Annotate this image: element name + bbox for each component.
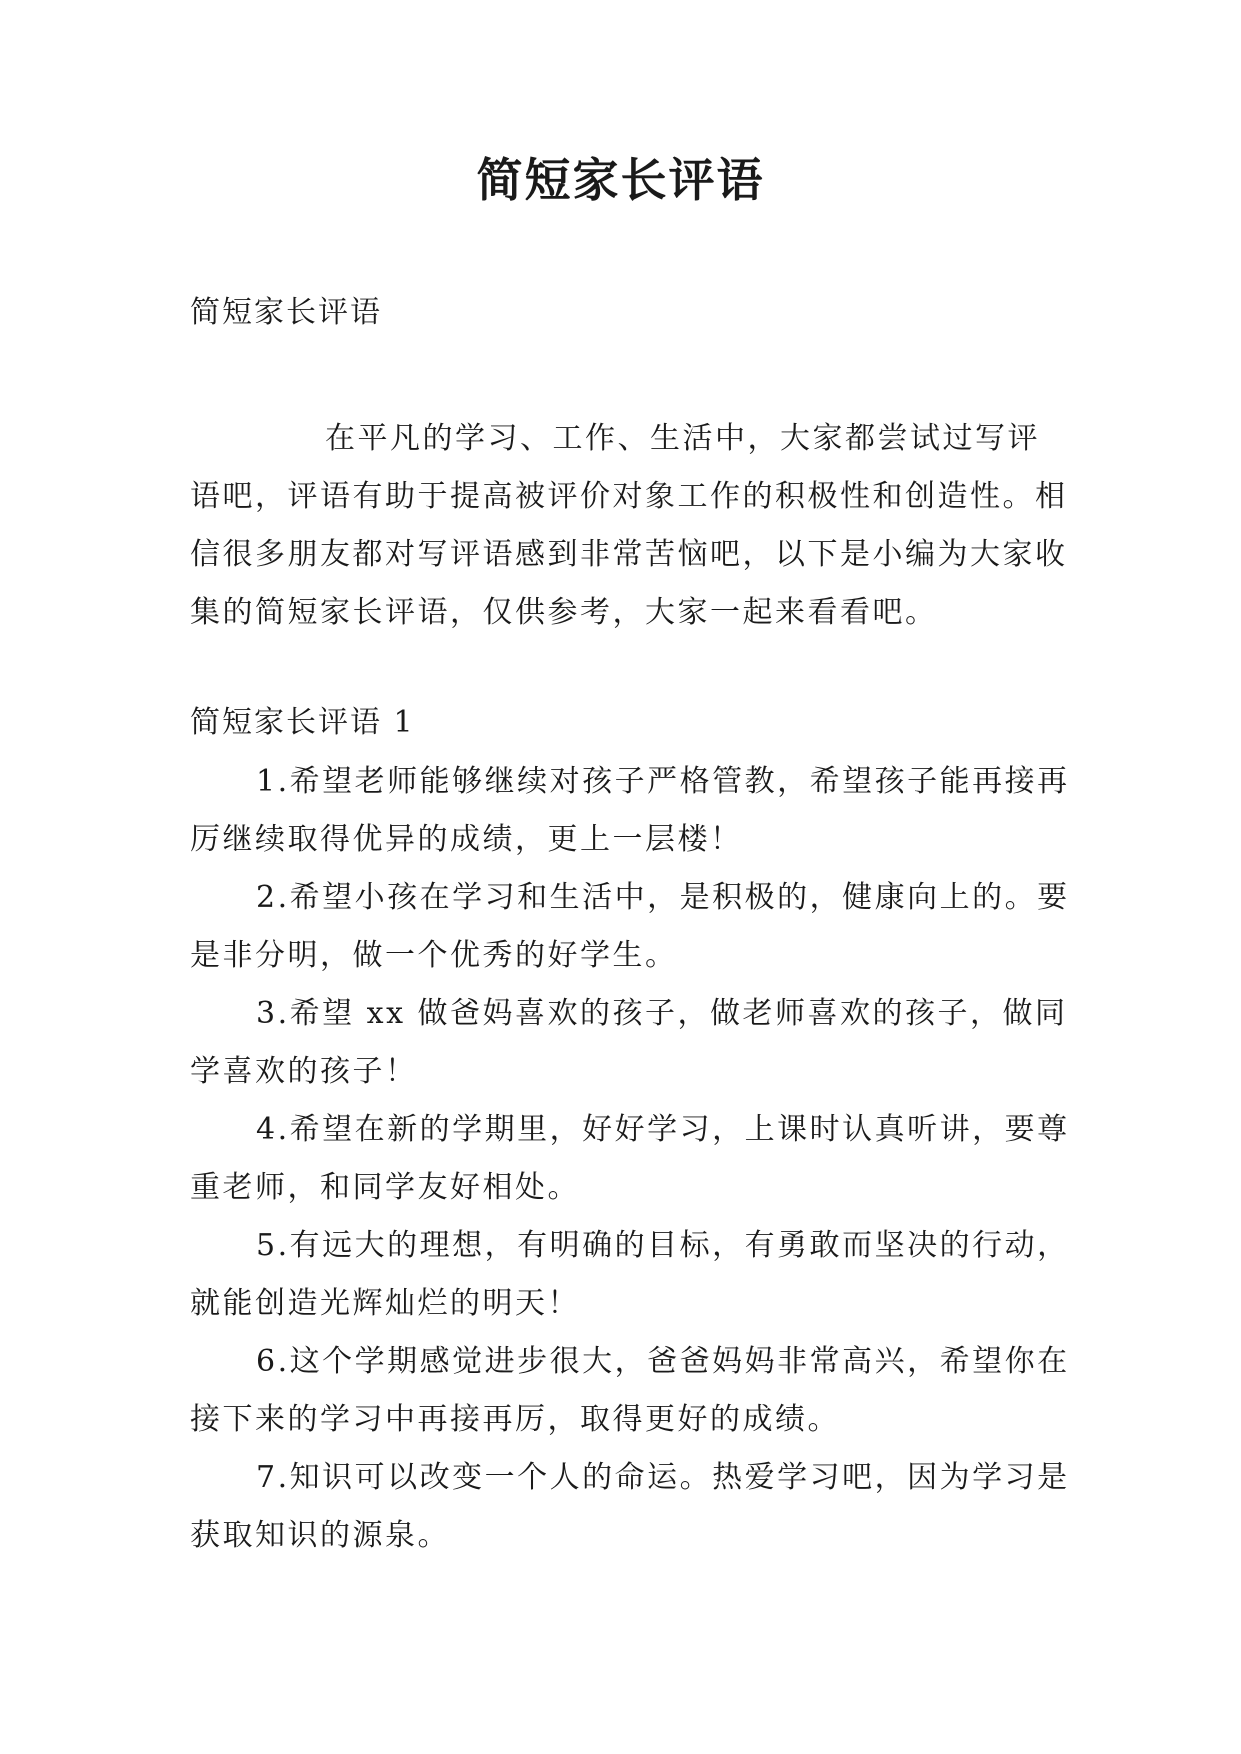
section-heading: 简短家长评语 1 [190,705,415,740]
comment-list [190,753,1070,1565]
document-title: 简短家长评语 [476,153,765,207]
comment-item: 3.希望 xx 做爸妈喜欢的孩子，做老师喜欢的孩子，做同学喜欢的孩子！ [190,996,1068,1089]
document-subtitle: 简短家长评语 [190,295,382,330]
intro-paragraph: 在平凡的学习、工作、生活中，大家都尝试过写评语吧，评语有助于提高被评价对象工作的积极性和创造性。相信很多朋友都对写评语感到非常苦恼吧，以下是小编为大家收集的简短家长评语，仅供参考，大家一起来看看吧。 [190,421,1068,630]
comment-item: 5.有远大的理想，有明确的目标，有勇敢而坚决的行动，就能创造光辉灿烂的明天！ [190,1228,1070,1321]
comment-item: 7.知识可以改变一个人的命运。热爱学习吧，因为学习是获取知识的源泉。 [190,1460,1070,1553]
comment-item: 4.希望在新的学期里，好好学习，上课时认真听讲，要尊重老师，和同学友好相处。 [190,1112,1070,1205]
comment-item: 1.希望老师能够继续对孩子严格管教，希望孩子能再接再厉继续取得优异的成绩，更上一层楼！ [190,764,1070,857]
comment-item: 6.这个学期感觉进步很大，爸爸妈妈非常高兴，希望你在接下来的学习中再接再厉，取得更好的成绩。 [190,1344,1070,1437]
comment-item: 2.希望小孩在学习和生活中，是积极的，健康向上的。要是非分明，做一个优秀的好学生。 [190,880,1070,973]
